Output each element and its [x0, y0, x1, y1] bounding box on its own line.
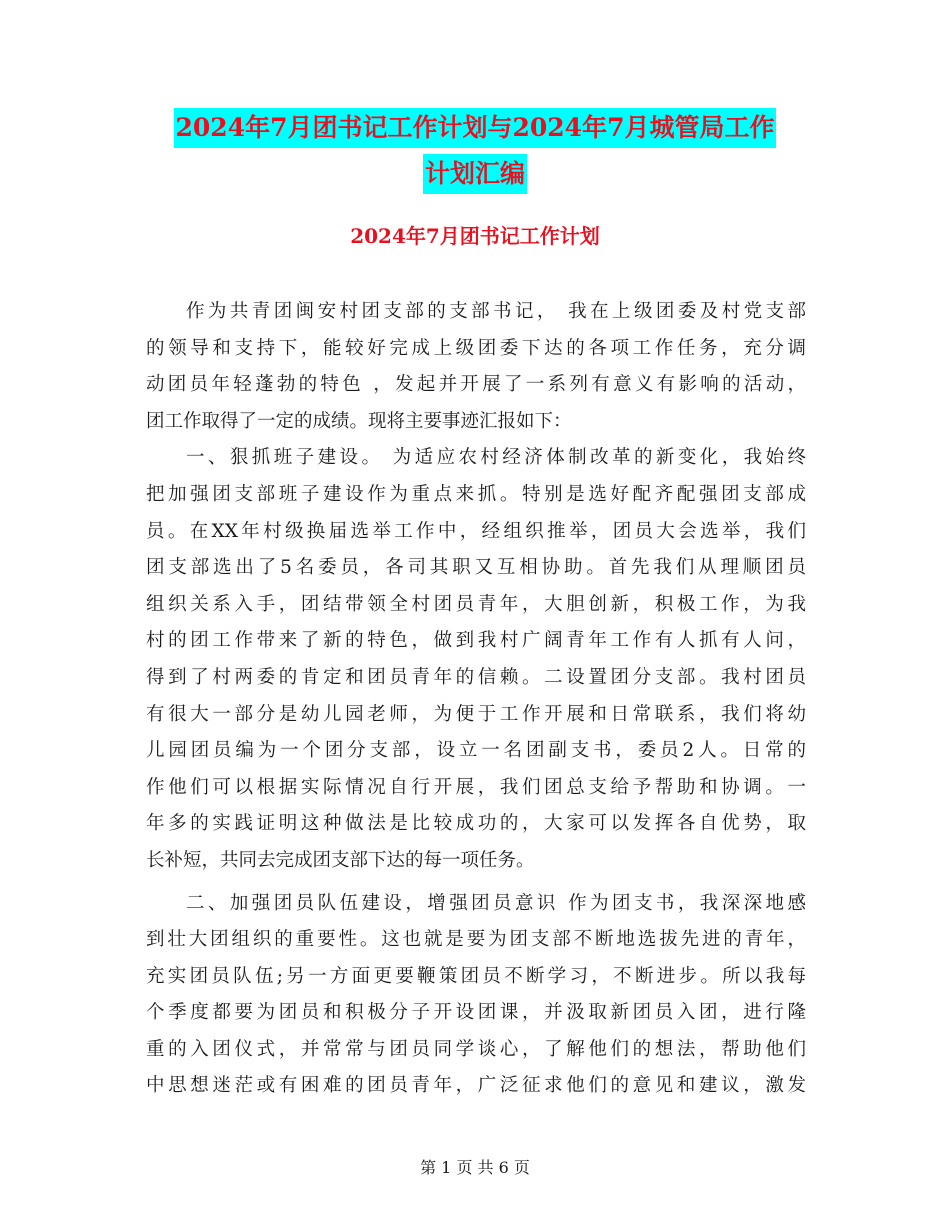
- body-line: 年多的实践证明这种做法是比较成功的，大家可以发挥各自优势，取: [146, 813, 806, 835]
- body-line: 长补短，共同去完成团支部下达的每一项任务。: [146, 849, 535, 871]
- body-line: 充实团员队伍;另一方面更要鞭策团员不断学习，不断进步。所以我每: [146, 965, 806, 987]
- body-line: 得到了村两委的肯定和团员青年的信赖。二设置团分支部。我村团员: [146, 666, 806, 688]
- body-line: 儿园团员编为一个团分支部，设立一名团副支书，委员2人。日常的: [146, 740, 806, 762]
- body-line: 把加强团支部班子建设作为重点来抓。特别是选好配齐配强团支部成: [146, 483, 806, 505]
- body-line: 动团员年轻蓬勃的特色 ，发起并开展了一系列有意义有影响的活动，: [146, 374, 806, 396]
- body-text: [146, 294, 806, 1105]
- body-line: 二、加强团员队伍建设，增强团员意识 作为团支书，我深深地感: [186, 892, 806, 914]
- body-line: 一、狠抓班子建设。 为适应农村经济体制改革的新变化，我始终: [186, 447, 806, 469]
- body-line: 村的团工作带来了新的特色，做到我村广阔青年工作有人抓有人问，: [146, 630, 806, 652]
- body-line: 作为共青团闽安村团支部的支部书记， 我在上级团委及村党支部: [186, 301, 806, 322]
- body-line: 重的入团仪式，并常常与团员同学谈心，了解他们的想法，帮助他们: [146, 1038, 806, 1060]
- body-line: 团工作取得了一定的成绩。现将主要事迹汇报如下：: [146, 410, 572, 432]
- body-line: 个季度都要为团员和积极分子开设团课，并汲取新团员入团，进行隆: [146, 1002, 806, 1024]
- body-line: 有很大一部分是幼儿园老师，为便于工作开展和日常联系，我们将幼: [146, 703, 806, 725]
- page-footer: 第 1 页 共 6 页: [420, 1158, 530, 1177]
- body-line: 到壮大团组织的重要性。这也就是要为团支部不断地选拔先进的青年，: [146, 929, 806, 951]
- body-line: 的领导和支持下，能较好完成上级团委下达的各项工作任务，充分调: [146, 337, 806, 359]
- body-line: 员。在XX年村级换届选举工作中，经组织推举，团员大会选举，我们: [146, 520, 806, 542]
- body-line: 作他们可以根据实际情况自行开展，我们团总支给予帮助和协调。一: [146, 776, 806, 798]
- body-line: 中思想迷茫或有困难的团员青年，广泛征求他们的意见和建议，激发: [146, 1075, 806, 1097]
- document-title-line-1: 2024年7月团书记工作计划与2024年7月城管局工作: [174, 108, 777, 148]
- section-heading: 2024年7月团书记工作计划: [350, 224, 600, 248]
- document-title-line-2: 计划汇编: [423, 154, 527, 194]
- body-line: 组织关系入手，团结带领全村团员青年，大胆创新，积极工作，为我: [146, 593, 806, 615]
- document-title: [0, 108, 950, 194]
- body-line: 团支部选出了5名委员，各司其职又互相协助。首先我们从理顺团员: [146, 557, 806, 579]
